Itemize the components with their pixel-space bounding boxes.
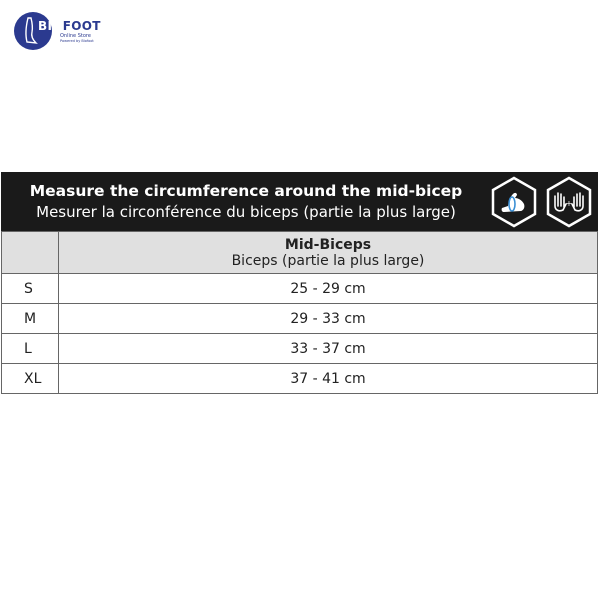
size-table (1, 231, 598, 394)
table-corner-cell (2, 232, 59, 274)
chart-header (1, 172, 598, 231)
logo-text (38, 20, 101, 43)
column-subtitle: Biceps (partie la plus large) (231, 252, 425, 269)
chart-title-fr: Mesurer la circonférence du biceps (partie la plus large) (36, 203, 456, 221)
logo-tagline-secondary: Powered by Biofoot (60, 38, 94, 43)
table-header-row (2, 232, 598, 274)
svg-text:+: + (565, 199, 573, 208)
size-label: XL (2, 364, 59, 394)
table-row (2, 304, 598, 334)
size-chart (1, 172, 598, 394)
brand-logo[interactable] (14, 10, 101, 52)
column-title: Mid-Biceps (284, 236, 372, 253)
size-value: 29 - 33 cm (59, 304, 598, 334)
table-row (2, 274, 598, 304)
size-label: L (2, 334, 59, 364)
arm-measure-icon (490, 176, 538, 228)
size-label: S (2, 274, 59, 304)
size-label: M (2, 304, 59, 334)
table-row (2, 334, 598, 364)
size-value: 25 - 29 cm (59, 274, 598, 304)
chart-title-en: Measure the circumference around the mid-bicep (29, 182, 463, 200)
table-row (2, 364, 598, 394)
size-value: 33 - 37 cm (59, 334, 598, 364)
logo-brand: BIOFOOT (38, 18, 101, 33)
column-header-mid-biceps (59, 232, 598, 274)
hands-icon (545, 176, 593, 228)
size-value: 37 - 41 cm (59, 364, 598, 394)
logo-tagline: Online Store (60, 32, 91, 39)
